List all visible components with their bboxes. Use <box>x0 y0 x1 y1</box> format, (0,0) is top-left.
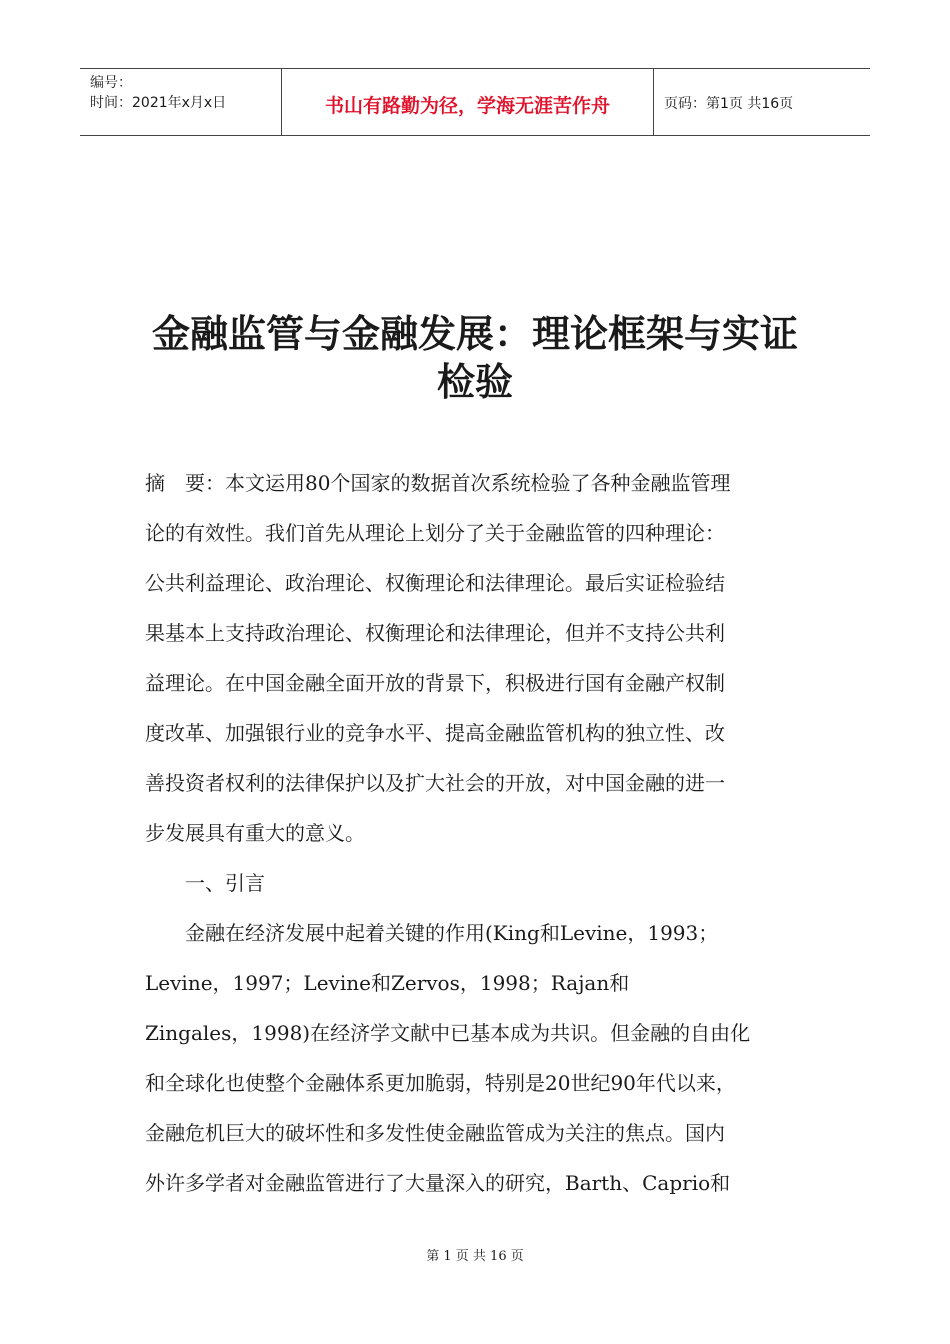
title-line-2: 检验 <box>436 359 513 404</box>
body-line: 外许多学者对金融监管进行了大量深入的研究，Barth、Caprio和 <box>145 1171 731 1195</box>
body-line: 度改革、加强银行业的竞争水平、提高金融监管机构的独立性、改 <box>145 721 725 745</box>
header-left-cell <box>80 69 282 135</box>
body-line: 论的有效性。我们首先从理论上划分了关于金融监管的四种理论： <box>145 521 725 545</box>
page-footer: 第 1 页 共 16 页 <box>426 1249 524 1264</box>
body-line: 金融在经济发展中起着关键的作用(King和Levine，1993； <box>145 921 719 945</box>
header-page-info: 页码：第1页 共16页 <box>664 96 794 112</box>
body-line: 金融危机巨大的破坏性和多发性使金融监管成为关注的焦点。国内 <box>145 1121 725 1145</box>
title-line-1: 金融监管与金融发展：理论框架与实证 <box>151 311 798 356</box>
body-line: Zingales，1998)在经济学文献中已基本成为共识。但金融的自由化 <box>145 1021 751 1045</box>
document-title <box>80 310 870 406</box>
body-line: 和全球化也使整个金融体系更加脆弱，特别是20世纪90年代以来， <box>145 1071 736 1095</box>
body-line: 摘 要：本文运用80个国家的数据首次系统检验了各种金融监管理 <box>145 471 731 495</box>
body-line: 益理论。在中国金融全面开放的背景下，积极进行国有金融产权制 <box>145 671 725 695</box>
document-date: 时间：2021年x月x日 <box>90 95 227 111</box>
body-line: 步发展具有重大的意义。 <box>145 821 365 845</box>
document-header <box>80 68 870 136</box>
body-line: 善投资者权利的法律保护以及扩大社会的开放，对中国金融的进一 <box>145 771 725 795</box>
header-motto: 书山有路勤为径，学海无涯苦作舟 <box>324 95 610 117</box>
document-number-label: 编号： <box>90 75 132 91</box>
body-line: 果基本上支持政治理论、权衡理论和法律理论，但并不支持公共利 <box>145 621 725 645</box>
header-motto-cell <box>282 69 654 135</box>
body-line: Levine，1997；Levine和Zervos，1998；Rajan和 <box>145 971 630 995</box>
header-page-cell <box>654 69 870 135</box>
section-heading: 一、引言 <box>145 871 265 895</box>
body-line: 公共利益理论、政治理论、权衡理论和法律理论。最后实证检验结 <box>145 571 725 595</box>
